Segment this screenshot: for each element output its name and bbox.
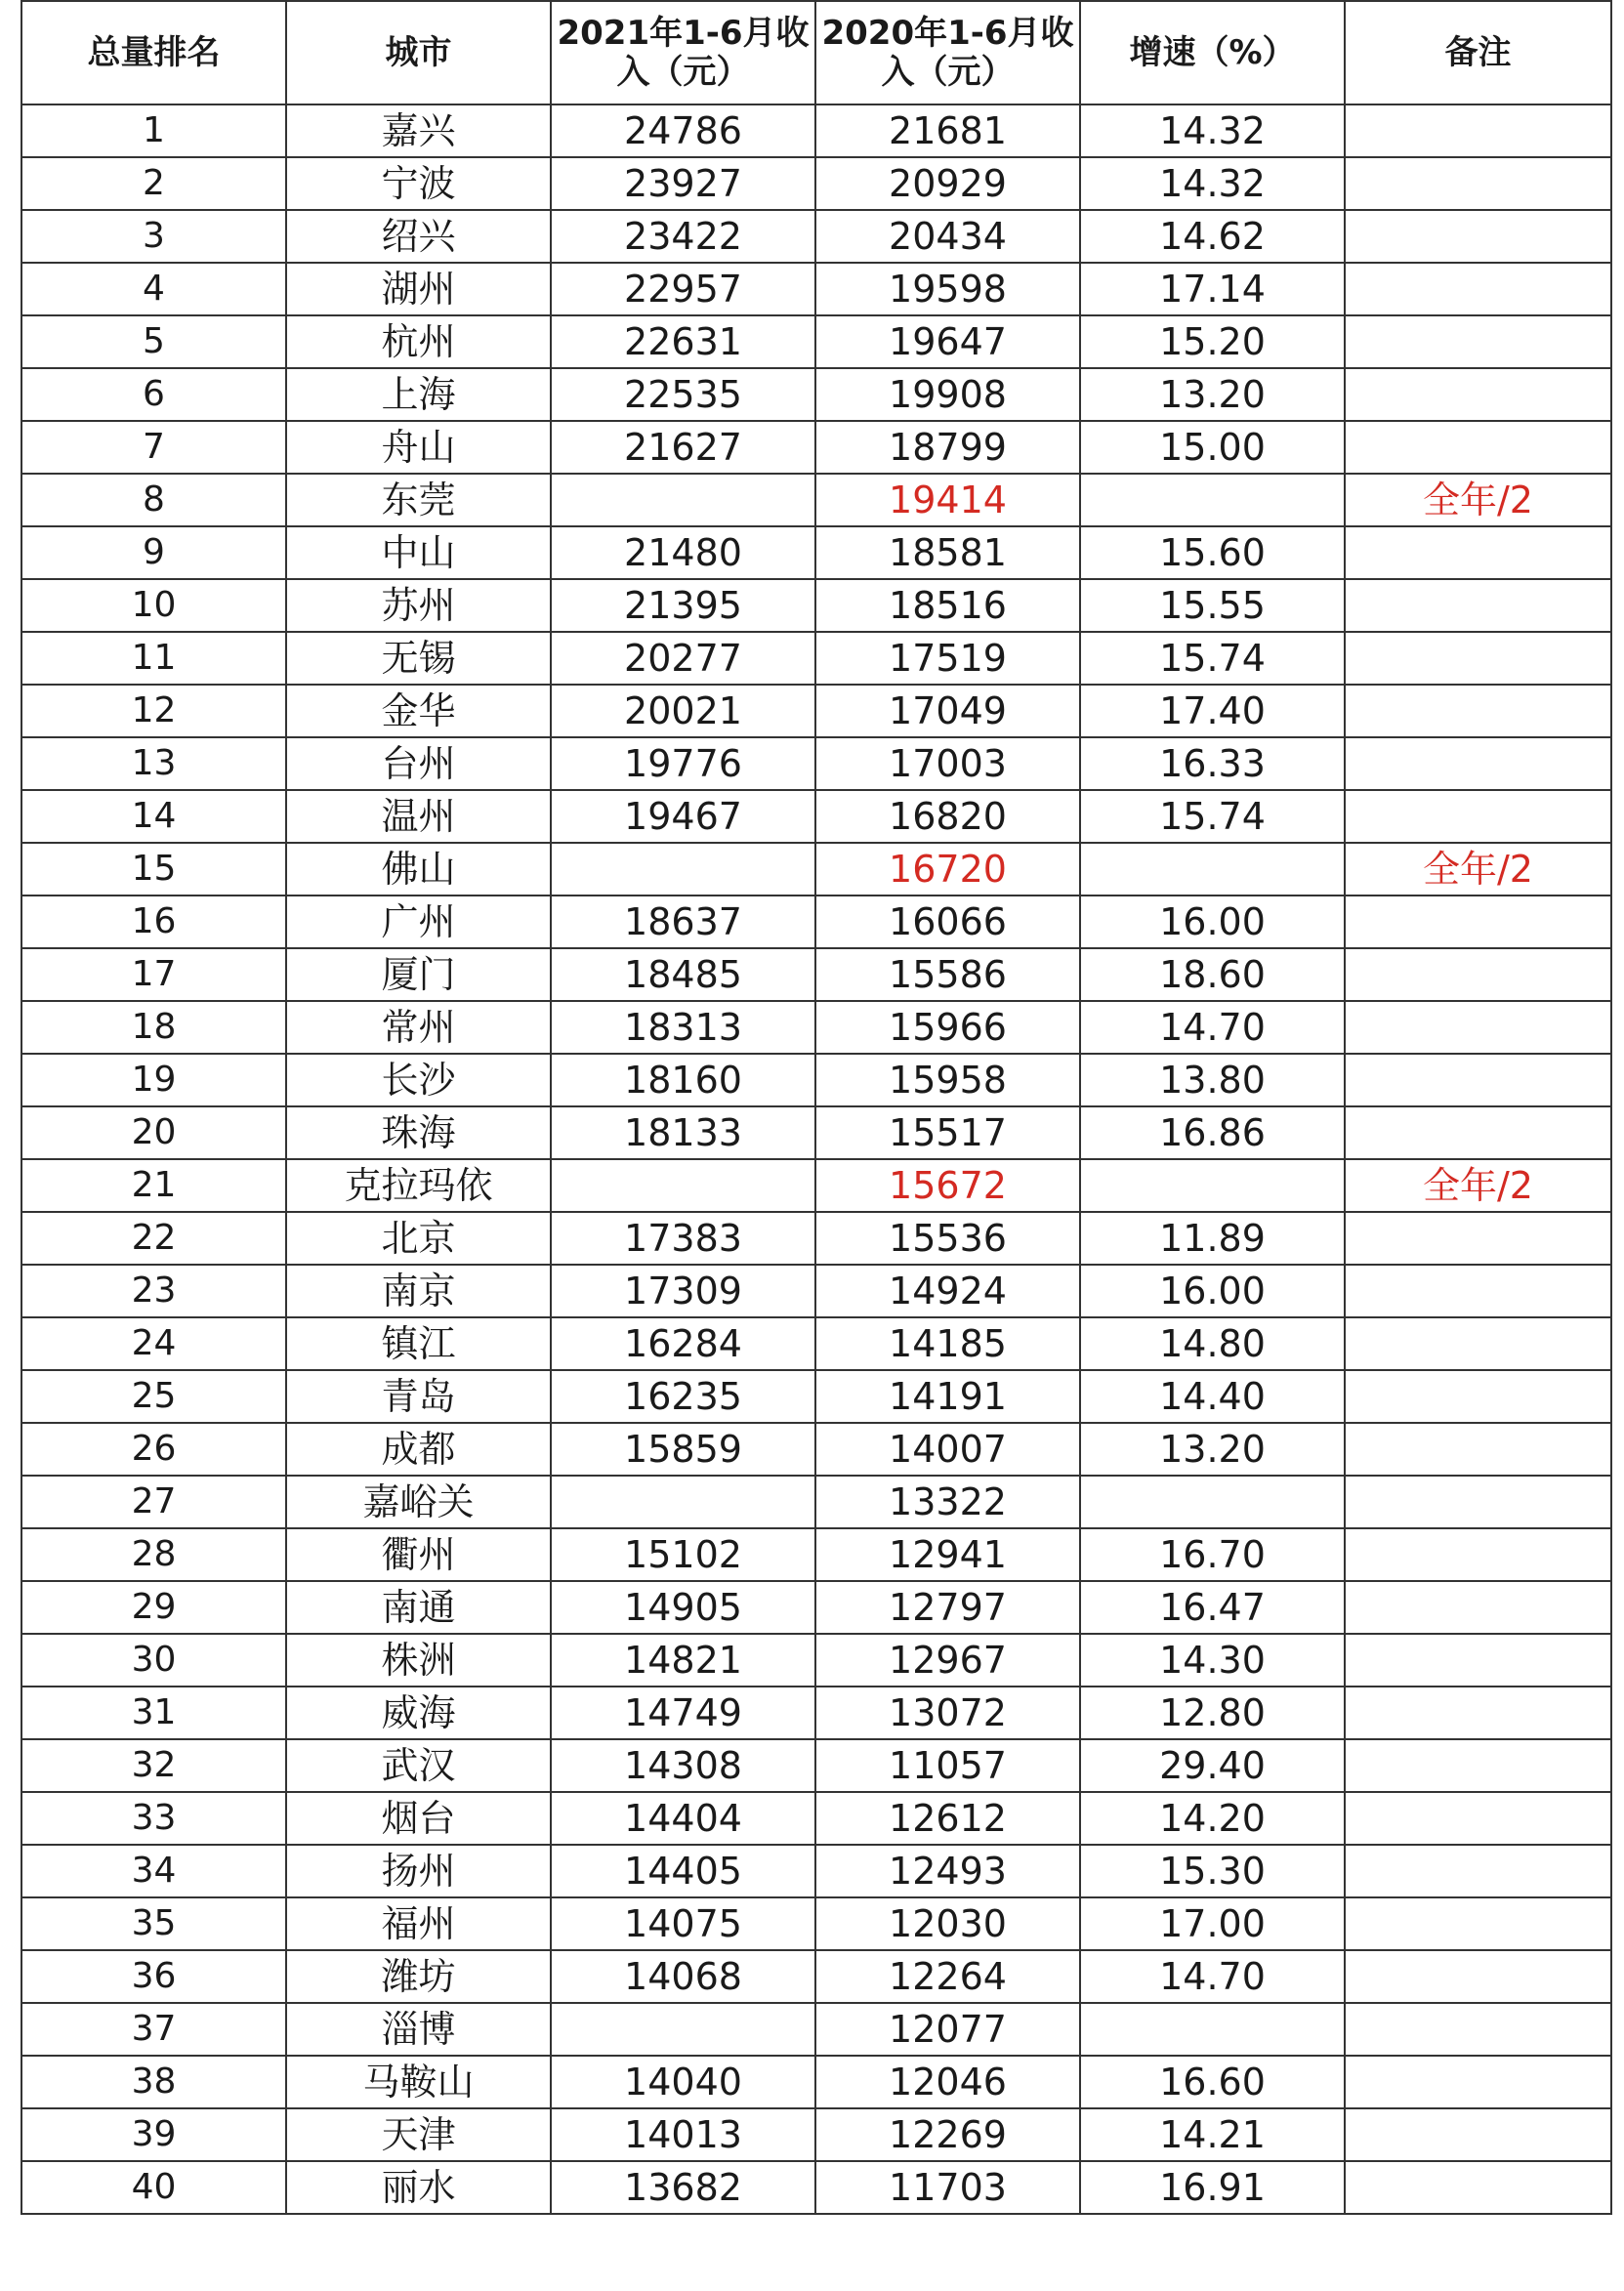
cell-city: 常州 [286, 1001, 551, 1054]
cell-rank: 22 [21, 1212, 286, 1265]
cell-income-2020: 16720 [815, 843, 1080, 896]
cell-income-2021: 14013 [551, 2108, 815, 2161]
cell-income-2020: 11703 [815, 2161, 1080, 2214]
cell-growth [1080, 1476, 1345, 1528]
cell-city: 舟山 [286, 421, 551, 474]
cell-city: 烟台 [286, 1792, 551, 1845]
cell-income-2020: 15958 [815, 1054, 1080, 1106]
header-rank: 总量排名 [21, 1, 286, 104]
cell-rank: 33 [21, 1792, 286, 1845]
cell-note [1345, 526, 1611, 579]
cell-income-2021: 14040 [551, 2056, 815, 2108]
cell-income-2021: 14405 [551, 1845, 815, 1897]
cell-income-2020: 14924 [815, 1265, 1080, 1317]
cell-growth: 14.80 [1080, 1317, 1345, 1370]
cell-income-2020: 21681 [815, 104, 1080, 157]
cell-rank: 30 [21, 1634, 286, 1687]
cell-growth: 16.33 [1080, 737, 1345, 790]
cell-note [1345, 1476, 1611, 1528]
cell-city: 克拉玛依 [286, 1159, 551, 1212]
cell-income-2020: 19598 [815, 263, 1080, 315]
cell-rank: 31 [21, 1687, 286, 1739]
cell-income-2020: 17049 [815, 685, 1080, 737]
cell-rank: 37 [21, 2003, 286, 2056]
table-row [21, 843, 1611, 896]
table-row [21, 632, 1611, 685]
cell-income-2021: 18133 [551, 1106, 815, 1159]
cell-note [1345, 421, 1611, 474]
cell-income-2021: 23422 [551, 210, 815, 263]
cell-income-2021 [551, 1159, 815, 1212]
cell-rank: 6 [21, 368, 286, 421]
cell-rank: 14 [21, 790, 286, 843]
cell-rank: 26 [21, 1423, 286, 1476]
cell-city: 长沙 [286, 1054, 551, 1106]
cell-city: 上海 [286, 368, 551, 421]
table-row [21, 1897, 1611, 1950]
cell-income-2021: 14308 [551, 1739, 815, 1792]
cell-note [1345, 1687, 1611, 1739]
cell-rank: 9 [21, 526, 286, 579]
cell-growth: 13.20 [1080, 368, 1345, 421]
cell-rank: 17 [21, 948, 286, 1001]
cell-income-2021: 21395 [551, 579, 815, 632]
cell-note [1345, 790, 1611, 843]
cell-growth: 15.00 [1080, 421, 1345, 474]
cell-income-2020: 15517 [815, 1106, 1080, 1159]
cell-rank: 21 [21, 1159, 286, 1212]
cell-note [1345, 1739, 1611, 1792]
cell-income-2021: 14749 [551, 1687, 815, 1739]
cell-city: 成都 [286, 1423, 551, 1476]
cell-rank: 34 [21, 1845, 286, 1897]
cell-income-2021: 22957 [551, 263, 815, 315]
cell-income-2020: 19647 [815, 315, 1080, 368]
cell-income-2021: 18313 [551, 1001, 815, 1054]
cell-rank: 29 [21, 1581, 286, 1634]
cell-income-2020: 12941 [815, 1528, 1080, 1581]
cell-income-2021: 14068 [551, 1950, 815, 2003]
header-note: 备注 [1345, 1, 1611, 104]
cell-income-2020: 16820 [815, 790, 1080, 843]
cell-growth: 18.60 [1080, 948, 1345, 1001]
cell-income-2021: 15859 [551, 1423, 815, 1476]
cell-city: 镇江 [286, 1317, 551, 1370]
cell-growth: 14.21 [1080, 2108, 1345, 2161]
cell-growth: 15.30 [1080, 1845, 1345, 1897]
cell-growth: 29.40 [1080, 1739, 1345, 1792]
cell-rank: 8 [21, 474, 286, 526]
cell-rank: 4 [21, 263, 286, 315]
cell-income-2020: 12030 [815, 1897, 1080, 1950]
cell-city: 南京 [286, 1265, 551, 1317]
cell-income-2020: 15536 [815, 1212, 1080, 1265]
cell-city: 中山 [286, 526, 551, 579]
cell-note [1345, 1634, 1611, 1687]
table-row [21, 2108, 1611, 2161]
cell-note [1345, 1423, 1611, 1476]
cell-city: 威海 [286, 1687, 551, 1739]
table-row [21, 526, 1611, 579]
cell-rank: 27 [21, 1476, 286, 1528]
cell-income-2020: 13072 [815, 1687, 1080, 1739]
cell-income-2020: 19908 [815, 368, 1080, 421]
cell-rank: 38 [21, 2056, 286, 2108]
cell-growth: 12.80 [1080, 1687, 1345, 1739]
table-row [21, 1687, 1611, 1739]
cell-income-2020: 15966 [815, 1001, 1080, 1054]
cell-rank: 19 [21, 1054, 286, 1106]
cell-rank: 3 [21, 210, 286, 263]
cell-city: 绍兴 [286, 210, 551, 263]
cell-growth: 14.32 [1080, 157, 1345, 210]
cell-income-2020: 13322 [815, 1476, 1080, 1528]
table-row [21, 1739, 1611, 1792]
table-row [21, 1950, 1611, 2003]
table-row [21, 1317, 1611, 1370]
cell-note: 全年/2 [1345, 843, 1611, 896]
cell-income-2020: 18516 [815, 579, 1080, 632]
cell-city: 杭州 [286, 315, 551, 368]
cell-growth: 15.74 [1080, 632, 1345, 685]
table-row [21, 1370, 1611, 1423]
cell-income-2021 [551, 2003, 815, 2056]
table-row [21, 1159, 1611, 1212]
cell-rank: 25 [21, 1370, 286, 1423]
cell-note [1345, 368, 1611, 421]
table-row [21, 1528, 1611, 1581]
cell-rank: 1 [21, 104, 286, 157]
cell-rank: 40 [21, 2161, 286, 2214]
cell-city: 台州 [286, 737, 551, 790]
cell-city: 金华 [286, 685, 551, 737]
cell-city: 武汉 [286, 1739, 551, 1792]
cell-income-2021: 14075 [551, 1897, 815, 1950]
cell-income-2020: 12046 [815, 2056, 1080, 2108]
cell-note [1345, 1212, 1611, 1265]
cell-city: 潍坊 [286, 1950, 551, 2003]
cell-rank: 13 [21, 737, 286, 790]
cell-note [1345, 632, 1611, 685]
cell-income-2021: 23927 [551, 157, 815, 210]
cell-note [1345, 1581, 1611, 1634]
cell-income-2020: 19414 [815, 474, 1080, 526]
cell-income-2020: 11057 [815, 1739, 1080, 1792]
cell-income-2020: 18799 [815, 421, 1080, 474]
cell-growth: 16.70 [1080, 1528, 1345, 1581]
cell-growth [1080, 2003, 1345, 2056]
cell-income-2021: 21480 [551, 526, 815, 579]
cell-city: 温州 [286, 790, 551, 843]
cell-income-2021: 14821 [551, 1634, 815, 1687]
cell-note [1345, 104, 1611, 157]
cell-note [1345, 1845, 1611, 1897]
cell-growth: 16.00 [1080, 896, 1345, 948]
cell-income-2021: 20277 [551, 632, 815, 685]
cell-city: 南通 [286, 1581, 551, 1634]
cell-income-2021: 15102 [551, 1528, 815, 1581]
cell-city: 衢州 [286, 1528, 551, 1581]
cell-city: 福州 [286, 1897, 551, 1950]
table-row [21, 1265, 1611, 1317]
cell-note [1345, 1528, 1611, 1581]
cell-growth [1080, 474, 1345, 526]
header-income-2020: 2020年1-6月收入（元） [815, 1, 1080, 104]
cell-growth: 16.00 [1080, 1265, 1345, 1317]
cell-growth: 15.55 [1080, 579, 1345, 632]
cell-rank: 7 [21, 421, 286, 474]
cell-income-2020: 14185 [815, 1317, 1080, 1370]
table-row [21, 210, 1611, 263]
cell-rank: 24 [21, 1317, 286, 1370]
cell-note [1345, 1106, 1611, 1159]
header-city: 城市 [286, 1, 551, 104]
cell-growth: 14.70 [1080, 1950, 1345, 2003]
cell-city: 淄博 [286, 2003, 551, 2056]
cell-note [1345, 1054, 1611, 1106]
cell-city: 宁波 [286, 157, 551, 210]
cell-income-2020: 17519 [815, 632, 1080, 685]
cell-note [1345, 315, 1611, 368]
cell-income-2021: 16235 [551, 1370, 815, 1423]
table-row [21, 2056, 1611, 2108]
table-row [21, 1001, 1611, 1054]
cell-growth: 13.80 [1080, 1054, 1345, 1106]
cell-income-2020: 15586 [815, 948, 1080, 1001]
cell-note [1345, 737, 1611, 790]
cell-rank: 11 [21, 632, 286, 685]
cell-note [1345, 2056, 1611, 2108]
cell-city: 广州 [286, 896, 551, 948]
cell-income-2021 [551, 843, 815, 896]
table-row [21, 579, 1611, 632]
cell-income-2021: 20021 [551, 685, 815, 737]
cell-rank: 10 [21, 579, 286, 632]
cell-city: 湖州 [286, 263, 551, 315]
cell-income-2020: 12493 [815, 1845, 1080, 1897]
cell-rank: 12 [21, 685, 286, 737]
table-row [21, 948, 1611, 1001]
cell-rank: 20 [21, 1106, 286, 1159]
cell-note [1345, 1317, 1611, 1370]
cell-note [1345, 2003, 1611, 2056]
cell-income-2021: 22631 [551, 315, 815, 368]
cell-city: 珠海 [286, 1106, 551, 1159]
cell-note [1345, 263, 1611, 315]
table-row [21, 315, 1611, 368]
cell-city: 天津 [286, 2108, 551, 2161]
cell-rank: 28 [21, 1528, 286, 1581]
cell-rank: 5 [21, 315, 286, 368]
cell-city: 嘉兴 [286, 104, 551, 157]
cell-note [1345, 1897, 1611, 1950]
table-row [21, 2003, 1611, 2056]
cell-growth: 15.60 [1080, 526, 1345, 579]
table-row [21, 790, 1611, 843]
cell-city: 扬州 [286, 1845, 551, 1897]
cell-income-2020: 16066 [815, 896, 1080, 948]
cell-city: 东莞 [286, 474, 551, 526]
cell-city: 无锡 [286, 632, 551, 685]
cell-income-2021: 19467 [551, 790, 815, 843]
cell-note [1345, 157, 1611, 210]
cell-note [1345, 1370, 1611, 1423]
cell-income-2020: 12612 [815, 1792, 1080, 1845]
cell-note [1345, 685, 1611, 737]
cell-note [1345, 1001, 1611, 1054]
cell-growth: 15.74 [1080, 790, 1345, 843]
cell-income-2021: 18160 [551, 1054, 815, 1106]
cell-city: 丽水 [286, 2161, 551, 2214]
cell-income-2021: 18637 [551, 896, 815, 948]
table-row [21, 1792, 1611, 1845]
cell-growth: 17.40 [1080, 685, 1345, 737]
cell-city: 佛山 [286, 843, 551, 896]
cell-income-2021: 14404 [551, 1792, 815, 1845]
table-row [21, 1476, 1611, 1528]
cell-income-2020: 14007 [815, 1423, 1080, 1476]
header-income-2021: 2021年1-6月收入（元） [551, 1, 815, 104]
cell-growth: 16.91 [1080, 2161, 1345, 2214]
cell-income-2020: 18581 [815, 526, 1080, 579]
cell-note [1345, 579, 1611, 632]
cell-growth: 17.00 [1080, 1897, 1345, 1950]
cell-income-2020: 12269 [815, 2108, 1080, 2161]
cell-rank: 39 [21, 2108, 286, 2161]
table-row [21, 368, 1611, 421]
cell-city: 北京 [286, 1212, 551, 1265]
cell-income-2021: 21627 [551, 421, 815, 474]
table-row [21, 1106, 1611, 1159]
cell-income-2021: 14905 [551, 1581, 815, 1634]
cell-income-2021 [551, 474, 815, 526]
table-row [21, 263, 1611, 315]
cell-income-2020: 12797 [815, 1581, 1080, 1634]
table-row [21, 1212, 1611, 1265]
header-growth: 增速（%） [1080, 1, 1345, 104]
cell-note [1345, 1265, 1611, 1317]
cell-note: 全年/2 [1345, 1159, 1611, 1212]
cell-growth: 15.20 [1080, 315, 1345, 368]
cell-income-2020: 20434 [815, 210, 1080, 263]
cell-growth [1080, 1159, 1345, 1212]
cell-growth: 17.14 [1080, 263, 1345, 315]
cell-note [1345, 210, 1611, 263]
cell-note [1345, 1950, 1611, 2003]
table-row [21, 1845, 1611, 1897]
table-row [21, 104, 1611, 157]
cell-growth: 14.62 [1080, 210, 1345, 263]
table-row [21, 685, 1611, 737]
cell-rank: 36 [21, 1950, 286, 2003]
cell-growth: 14.32 [1080, 104, 1345, 157]
cell-growth: 13.20 [1080, 1423, 1345, 1476]
cell-growth: 11.89 [1080, 1212, 1345, 1265]
cell-income-2020: 17003 [815, 737, 1080, 790]
cell-income-2021: 17383 [551, 1212, 815, 1265]
cell-growth: 16.60 [1080, 2056, 1345, 2108]
table-row [21, 474, 1611, 526]
cell-note [1345, 948, 1611, 1001]
cell-note: 全年/2 [1345, 474, 1611, 526]
cell-income-2020: 20929 [815, 157, 1080, 210]
table-row [21, 157, 1611, 210]
cell-income-2021: 13682 [551, 2161, 815, 2214]
table-row [21, 2161, 1611, 2214]
cell-income-2021: 18485 [551, 948, 815, 1001]
table-row [21, 737, 1611, 790]
table-row [21, 1423, 1611, 1476]
cell-note [1345, 2108, 1611, 2161]
table-row [21, 1054, 1611, 1106]
cell-city: 青岛 [286, 1370, 551, 1423]
cell-growth: 16.86 [1080, 1106, 1345, 1159]
cell-growth: 14.40 [1080, 1370, 1345, 1423]
table-row [21, 1581, 1611, 1634]
cell-note [1345, 1792, 1611, 1845]
cell-income-2020: 12967 [815, 1634, 1080, 1687]
cell-income-2021: 24786 [551, 104, 815, 157]
cell-income-2021: 22535 [551, 368, 815, 421]
cell-city: 马鞍山 [286, 2056, 551, 2108]
cell-income-2020: 12264 [815, 1950, 1080, 2003]
table-row [21, 421, 1611, 474]
cell-rank: 23 [21, 1265, 286, 1317]
cell-growth: 14.20 [1080, 1792, 1345, 1845]
cell-rank: 18 [21, 1001, 286, 1054]
cell-note [1345, 2161, 1611, 2214]
cell-growth: 14.30 [1080, 1634, 1345, 1687]
cell-income-2020: 12077 [815, 2003, 1080, 2056]
cell-note [1345, 896, 1611, 948]
header-row [21, 1, 1611, 104]
cell-income-2021: 16284 [551, 1317, 815, 1370]
table-row [21, 1634, 1611, 1687]
cell-rank: 2 [21, 157, 286, 210]
cell-city: 苏州 [286, 579, 551, 632]
cell-income-2021: 17309 [551, 1265, 815, 1317]
cell-rank: 16 [21, 896, 286, 948]
table-row [21, 896, 1611, 948]
cell-city: 株洲 [286, 1634, 551, 1687]
cell-rank: 15 [21, 843, 286, 896]
cell-income-2021: 19776 [551, 737, 815, 790]
cell-rank: 32 [21, 1739, 286, 1792]
cell-growth: 16.47 [1080, 1581, 1345, 1634]
cell-growth [1080, 843, 1345, 896]
table-body [21, 104, 1611, 2214]
cell-city: 嘉峪关 [286, 1476, 551, 1528]
cell-growth: 14.70 [1080, 1001, 1345, 1054]
cell-income-2020: 14191 [815, 1370, 1080, 1423]
income-ranking-table [21, 0, 1612, 2215]
cell-income-2021 [551, 1476, 815, 1528]
cell-income-2020: 15672 [815, 1159, 1080, 1212]
cell-city: 厦门 [286, 948, 551, 1001]
cell-rank: 35 [21, 1897, 286, 1950]
